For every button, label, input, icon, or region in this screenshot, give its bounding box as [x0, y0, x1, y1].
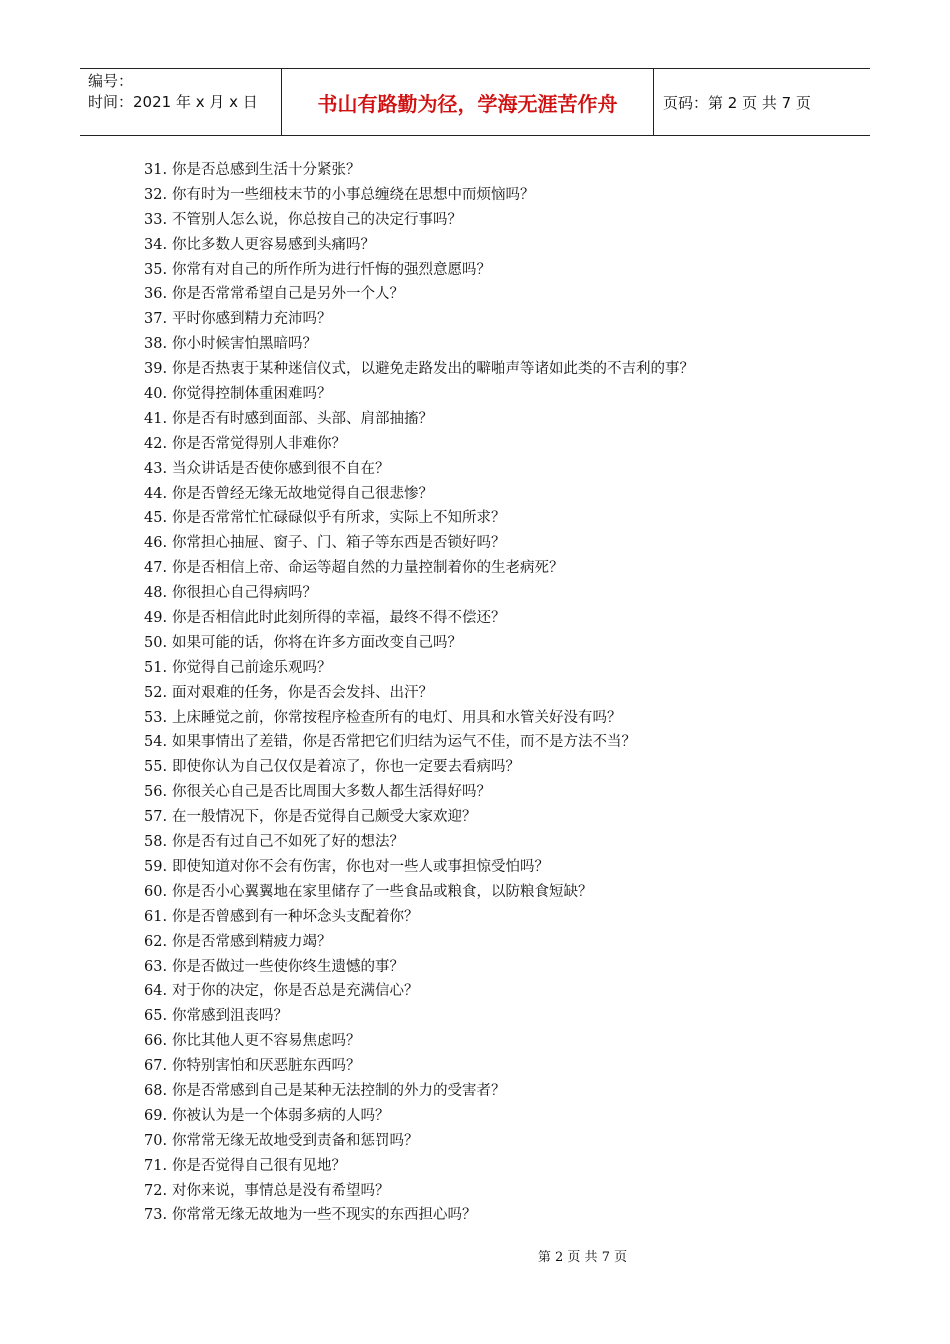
question-text: 你是否常常希望自己是另外一个人？	[172, 286, 404, 303]
question-number: 44.	[144, 485, 168, 502]
question-number: 45.	[144, 510, 168, 527]
question-item	[144, 855, 824, 880]
question-number: 52.	[144, 684, 168, 701]
question-text: 你很关心自己是否比周围大多数人都生活得好吗？	[172, 784, 491, 801]
header-page-label: 页码：第 2 页 共 7 页	[663, 93, 811, 112]
question-text: 你是否常感到精疲力竭？	[172, 933, 332, 950]
page-footer: 第 2 页 共 7 页	[537, 1250, 628, 1265]
question-item	[144, 1079, 824, 1104]
question-number: 46.	[144, 535, 168, 552]
question-item	[144, 307, 824, 332]
question-text: 你常担心抽屉、窗子、门、箱子等东西是否锁好吗？	[172, 535, 506, 552]
question-text: 你被认为是一个体弱多病的人吗？	[172, 1107, 390, 1124]
question-text: 你觉得控制体重困难吗？	[172, 386, 332, 403]
question-text: 即使你认为自己仅仅是着凉了，你也一定要去看病吗？	[172, 759, 520, 776]
question-text: 你常有对自己的所作所为进行忏悔的强烈意愿吗？	[172, 261, 491, 278]
question-item	[144, 780, 824, 805]
question-text: 如果可能的话，你将在许多方面改变自己吗？	[172, 634, 462, 651]
question-item	[144, 1054, 824, 1079]
question-number: 70.	[144, 1132, 168, 1149]
question-number: 58.	[144, 834, 168, 851]
question-item	[144, 282, 824, 307]
question-number: 35.	[144, 261, 168, 278]
question-item	[144, 382, 824, 407]
question-text: 在一般情况下，你是否觉得自己颇受大家欢迎？	[172, 809, 477, 826]
question-text: 你常常无缘无故地为一些不现实的东西担心吗？	[172, 1207, 477, 1224]
page-header	[80, 68, 870, 136]
question-text: 你是否有时感到面部、头部、肩部抽搐？	[172, 410, 433, 427]
question-item	[144, 1104, 824, 1129]
question-text: 上床睡觉之前，你常按程序检查所有的电灯、用具和水管关好没有吗？	[172, 709, 622, 726]
question-number: 43.	[144, 460, 168, 477]
question-text: 如果事情出了差错，你是否常把它们归结为运气不佳，而不是方法不当？	[172, 734, 636, 751]
question-item	[144, 1154, 824, 1179]
question-item	[144, 556, 824, 581]
question-text: 面对艰难的任务，你是否会发抖、出汗？	[172, 684, 433, 701]
question-number: 69.	[144, 1107, 168, 1124]
question-text: 你是否热衷于某种迷信仪式，以避免走路发出的噼啪声等诸如此类的不吉利的事？	[172, 361, 694, 378]
question-number: 57.	[144, 809, 168, 826]
question-text: 当众讲话是否使你感到很不自在？	[172, 460, 390, 477]
question-item	[144, 457, 824, 482]
question-item	[144, 233, 824, 258]
question-text: 你是否常常忙忙碌碌似乎有所求，实际上不知所求？	[172, 510, 506, 527]
question-text: 你是否小心翼翼地在家里储存了一些食品或粮食，以防粮食短缺？	[172, 883, 593, 900]
question-item	[144, 706, 824, 731]
question-item	[144, 830, 824, 855]
question-text: 平时你感到精力充沛吗？	[172, 311, 332, 328]
question-item	[144, 755, 824, 780]
question-number: 47.	[144, 560, 168, 577]
question-text: 你是否曾经无缘无故地觉得自己很悲惨？	[172, 485, 433, 502]
question-text: 你觉得自己前途乐观吗？	[172, 659, 332, 676]
number-label: 编号：	[88, 72, 134, 90]
question-number: 59.	[144, 858, 168, 875]
question-number: 66.	[144, 1033, 168, 1050]
question-number: 50.	[144, 634, 168, 651]
question-item	[144, 208, 824, 233]
question-item	[144, 681, 824, 706]
question-number: 73.	[144, 1207, 168, 1224]
question-number: 72.	[144, 1182, 168, 1199]
question-number: 67.	[144, 1058, 168, 1075]
question-item	[144, 581, 824, 606]
question-text: 你是否曾感到有一种坏念头支配着你？	[172, 908, 419, 925]
question-text: 你小时候害怕黑暗吗？	[172, 336, 317, 353]
question-item	[144, 1029, 824, 1054]
question-list	[144, 158, 824, 1228]
header-meta	[80, 69, 282, 135]
question-text: 你是否相信上帝、命运等超自然的力量控制着你的生老病死？	[172, 560, 564, 577]
question-number: 63.	[144, 958, 168, 975]
question-number: 39.	[144, 361, 168, 378]
question-item	[144, 979, 824, 1004]
question-number: 61.	[144, 908, 168, 925]
question-text: 你很担心自己得病吗？	[172, 585, 317, 602]
time-label: 时间：2021 年 x 月 x 日	[88, 93, 258, 111]
question-text: 你常常无缘无故地受到责备和惩罚吗？	[172, 1132, 419, 1149]
question-item	[144, 730, 824, 755]
question-item	[144, 606, 824, 631]
question-item	[144, 531, 824, 556]
question-number: 71.	[144, 1157, 168, 1174]
question-text: 你有时为一些细枝末节的小事总缠绕在思想中而烦恼吗？	[172, 186, 535, 203]
question-text: 你是否相信此时此刻所得的幸福，最终不得不偿还？	[172, 610, 506, 627]
question-number: 64.	[144, 983, 168, 1000]
question-item	[144, 1179, 824, 1204]
question-text: 不管别人怎么说，你总按自己的决定行事吗？	[172, 211, 462, 228]
question-item	[144, 432, 824, 457]
question-number: 33.	[144, 211, 168, 228]
question-item	[144, 656, 824, 681]
question-number: 38.	[144, 336, 168, 353]
question-text: 你比其他人更不容易焦虑吗？	[172, 1033, 361, 1050]
question-item	[144, 930, 824, 955]
question-text: 对于你的决定，你是否总是充满信心？	[172, 983, 419, 1000]
question-number: 65.	[144, 1008, 168, 1025]
question-item	[144, 1203, 824, 1228]
question-text: 你是否有过自己不如死了好的想法？	[172, 834, 404, 851]
question-text: 你比多数人更容易感到头痛吗？	[172, 236, 375, 253]
question-item	[144, 1129, 824, 1154]
question-number: 53.	[144, 709, 168, 726]
question-item	[144, 258, 824, 283]
question-number: 36.	[144, 286, 168, 303]
question-number: 68.	[144, 1082, 168, 1099]
question-item	[144, 631, 824, 656]
question-item	[144, 183, 824, 208]
question-text: 你是否觉得自己很有见地？	[172, 1157, 346, 1174]
question-number: 37.	[144, 311, 168, 328]
question-item	[144, 482, 824, 507]
question-text: 即使知道对你不会有伤害，你也对一些人或事担惊受怕吗？	[172, 858, 549, 875]
question-item	[144, 1004, 824, 1029]
question-item	[144, 407, 824, 432]
question-number: 32.	[144, 186, 168, 203]
question-item	[144, 955, 824, 980]
question-text: 对你来说，事情总是没有希望吗？	[172, 1182, 390, 1199]
question-number: 41.	[144, 410, 168, 427]
question-item	[144, 805, 824, 830]
question-number: 42.	[144, 435, 168, 452]
question-number: 48.	[144, 585, 168, 602]
question-number: 51.	[144, 659, 168, 676]
question-item	[144, 357, 824, 382]
question-number: 62.	[144, 933, 168, 950]
question-item	[144, 332, 824, 357]
question-text: 你特别害怕和厌恶脏东西吗？	[172, 1058, 361, 1075]
question-text: 你是否常感到自己是某种无法控制的外力的受害者？	[172, 1082, 506, 1099]
question-item	[144, 158, 824, 183]
question-text: 你是否做过一些使你终生遗憾的事？	[172, 958, 404, 975]
question-number: 55.	[144, 759, 168, 776]
question-text: 你是否总感到生活十分紧张？	[172, 162, 361, 178]
header-motto: 书山有路勤为径，学海无涯苦作舟	[282, 69, 654, 135]
question-number: 49.	[144, 610, 168, 627]
question-number: 56.	[144, 784, 168, 801]
question-number: 40.	[144, 386, 168, 403]
question-item	[144, 905, 824, 930]
question-number: 60.	[144, 883, 168, 900]
question-number: 54.	[144, 734, 168, 751]
question-number: 34.	[144, 236, 168, 253]
question-text: 你是否常觉得别人非难你？	[172, 435, 346, 452]
question-number: 31.	[144, 162, 168, 178]
question-text: 你常感到沮丧吗？	[172, 1008, 288, 1025]
question-item	[144, 880, 824, 905]
question-item	[144, 506, 824, 531]
